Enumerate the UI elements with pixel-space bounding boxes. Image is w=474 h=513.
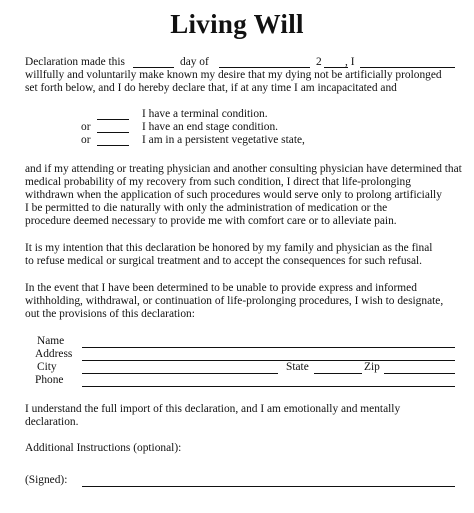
paragraph-3-line-1: In the event that I have been determined to be unable to provide express and informed bbox=[25, 282, 417, 294]
declaration-line-2: willfully and voluntarily make known my desire that my dying not be artificially prolonged bbox=[25, 69, 442, 81]
declarant-name-blank[interactable] bbox=[360, 67, 455, 68]
month-blank[interactable] bbox=[219, 67, 310, 68]
declaration-year-prefix: 2 bbox=[316, 56, 322, 68]
declaration-day-of: day of bbox=[180, 56, 209, 68]
paragraph-4-line-2: declaration. bbox=[25, 416, 79, 428]
condition-3-text: I am in a persistent vegetative state, bbox=[142, 134, 305, 146]
paragraph-2-line-1: It is my intention that this declaration be honored by my family and physician as the final bbox=[25, 242, 433, 254]
paragraph-1-line-5: procedure deemed necessary to provide me with comfort care or to alleviate pain. bbox=[25, 215, 397, 227]
paragraph-2-line-2: to refuse medical or surgical treatment and to accept the consequences for such refusal. bbox=[25, 255, 423, 267]
condition-2-blank[interactable] bbox=[97, 132, 129, 133]
signed-label: (Signed): bbox=[25, 474, 68, 486]
paragraph-1-line-2: medical probability of my recovery from such condition, I direct that life-prolonging bbox=[25, 176, 411, 188]
paragraph-1-line-1: and if my attending or treating physician and another consulting physician have determined that bbox=[25, 163, 462, 175]
signature-field[interactable] bbox=[82, 486, 455, 487]
city-label: City bbox=[37, 361, 57, 373]
condition-3-prefix: or bbox=[81, 134, 91, 146]
declaration-line-3: set forth below, and I do hereby declare that, if at any time I am incapacitated and bbox=[25, 82, 397, 94]
condition-1-text: I have a terminal condition. bbox=[142, 108, 268, 120]
paragraph-3-line-3: out the provisions of this declaration: bbox=[25, 308, 195, 320]
zip-field[interactable] bbox=[384, 373, 455, 374]
address-field[interactable] bbox=[82, 360, 455, 361]
name-field[interactable] bbox=[82, 347, 455, 348]
state-label: State bbox=[286, 361, 309, 373]
condition-3-blank[interactable] bbox=[97, 145, 129, 146]
phone-field[interactable] bbox=[82, 386, 455, 387]
day-blank[interactable] bbox=[133, 67, 174, 68]
phone-label: Phone bbox=[35, 374, 64, 386]
zip-label: Zip bbox=[364, 361, 380, 373]
document-title: Living Will bbox=[170, 9, 304, 39]
state-field[interactable] bbox=[314, 373, 362, 374]
paragraph-3-line-2: withholding, withdrawal, or continuation of life-prolonging procedures, I wish to designate, bbox=[25, 295, 444, 307]
city-field[interactable] bbox=[82, 373, 278, 374]
declaration-made-this: Declaration made this bbox=[25, 56, 125, 68]
condition-1-blank[interactable] bbox=[97, 119, 129, 120]
paragraph-1-line-4: I be permitted to die naturally with only the administration of medication or the bbox=[25, 202, 388, 214]
condition-2-prefix: or bbox=[81, 121, 91, 133]
declaration-comma-i: , I bbox=[345, 56, 355, 68]
address-label: Address bbox=[35, 348, 73, 360]
paragraph-1-line-3: withdrawn when the application of such procedures would serve only to prolong artificially bbox=[25, 189, 442, 201]
additional-instructions-label: Additional Instructions (optional): bbox=[25, 442, 182, 454]
name-label: Name bbox=[37, 335, 65, 347]
paragraph-4-line-1: I understand the full import of this declaration, and I am emotionally and mentally bbox=[25, 403, 401, 415]
condition-2-text: I have an end stage condition. bbox=[142, 121, 279, 133]
